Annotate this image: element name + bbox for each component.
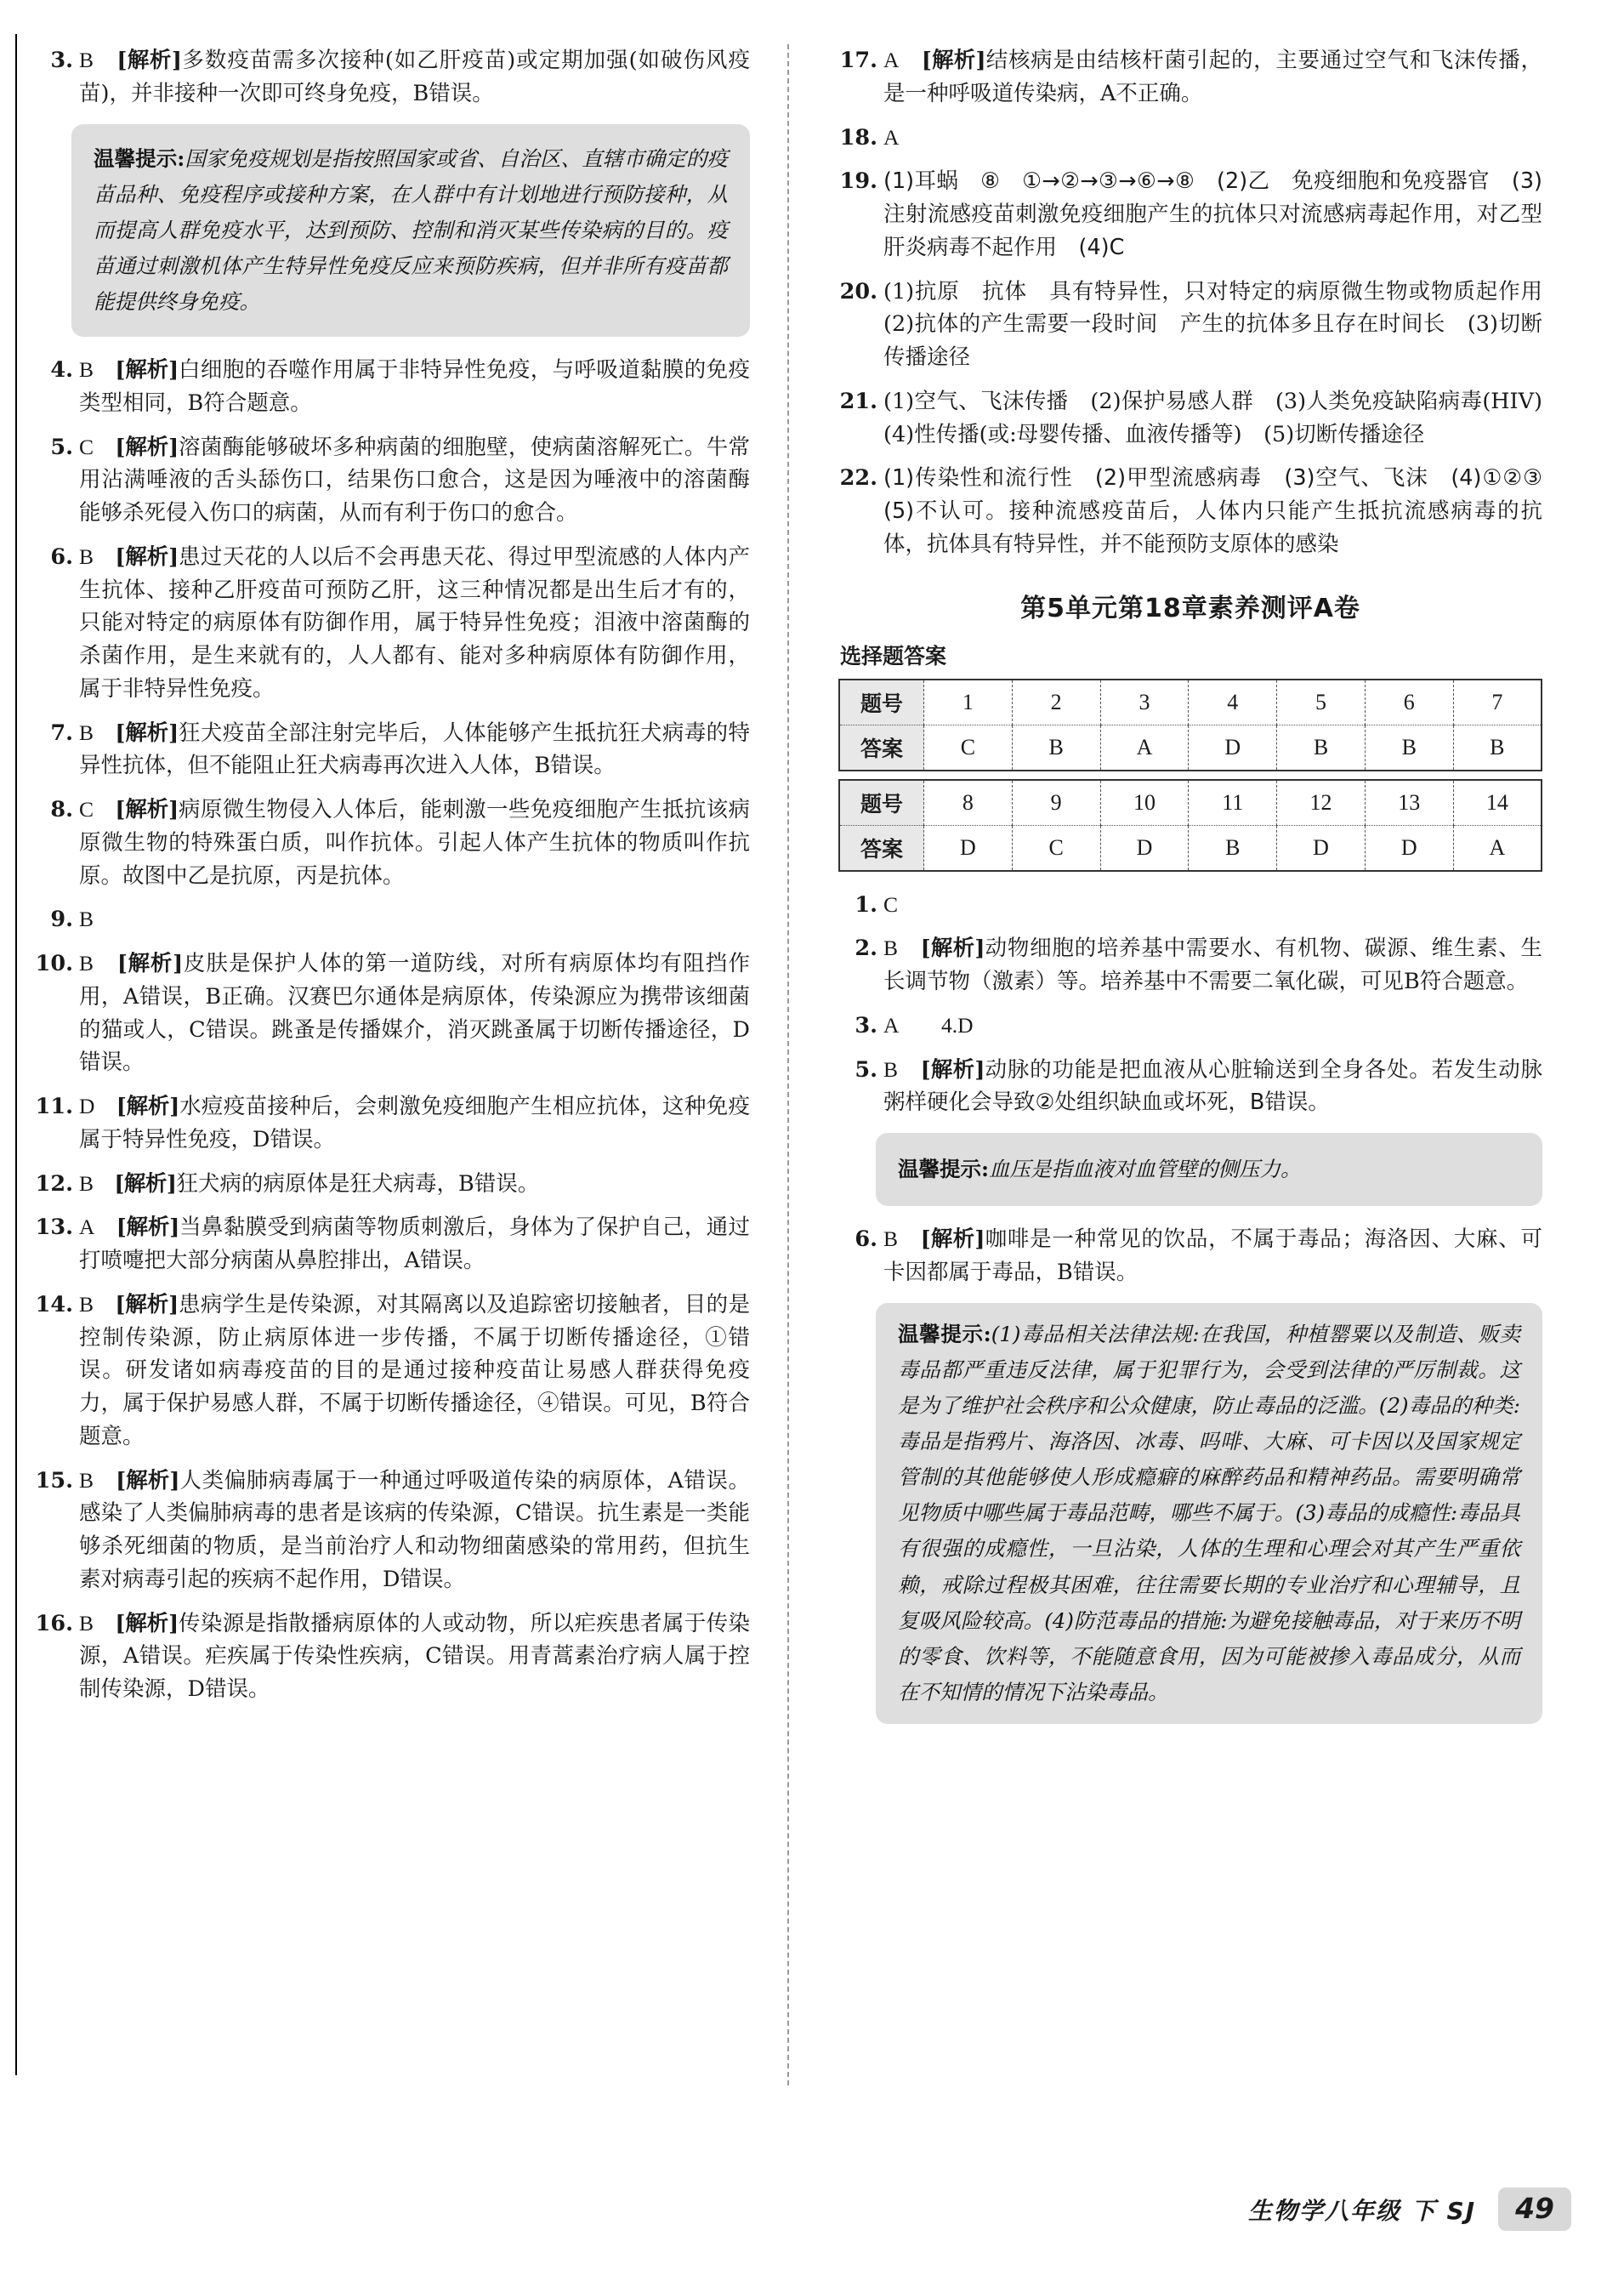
entry-choice: B [79,720,94,745]
entry-text: 咖啡是一种常见的饮品，不属于毒品；海洛因、大麻、可卡因都属于毒品，B错误。 [883,1226,1542,1285]
analysis-tag: [解析] [116,48,182,73]
entry-number: 9. [50,907,73,933]
analysis-tag: [解析] [116,1215,179,1241]
entry-number: 3. [855,1012,877,1038]
entry-body [883,1010,1542,1043]
entry-number: 3. [50,48,73,73]
entry-body [79,947,750,1079]
section-title: 第5单元第18章素养测评A卷 [1020,593,1360,623]
answer-entry [838,932,1542,998]
entry-number: 17. [839,48,877,73]
entry-number: 6. [50,543,73,570]
entry-number: 13. [35,1215,73,1241]
entry-number: 18. [839,124,877,151]
entry-body [79,794,750,892]
entry-choice: B [79,357,94,383]
entry-text: 水痘疫苗接种后，会刺激免疫细胞产生相应抗体，这种免疫属于特异性免疫，D错误。 [79,1094,750,1152]
entry-number: 14. [35,1291,73,1317]
table-cell: 2 [1012,680,1100,725]
entry-choice: B [79,907,94,932]
entry-text: 传染源是指散播病原体的人或动物，所以疟疾患者属于传染源，A错误。疟疾属于传染性疾病，C错误。用青蒿素治疗病人属于控制传染源，D错误。 [79,1610,750,1703]
analysis-tag: [解析] [115,1610,179,1636]
entry-choice: B [79,1291,94,1317]
table-block-gap [839,771,1542,780]
row-header-answer: 答案 [839,725,924,771]
entry-choice: B [79,1170,94,1196]
analysis-tag: [解析] [116,1467,179,1493]
entry-number: 11. [35,1094,73,1120]
table-cell: 13 [1365,780,1453,826]
entry-choice: B [883,936,899,961]
answer-entry [838,889,1542,922]
table-cell: C [1012,825,1100,871]
entry-number: 6. [855,1226,877,1253]
analysis-tag: [解析] [920,1056,985,1083]
table-cell: 14 [1453,780,1542,826]
book-title: 生物学八年级 下 SJ [1247,2196,1477,2225]
entry-choice: B [883,1056,899,1082]
entry-body [883,889,1542,922]
entry-body [883,122,1542,155]
entry-choice: B [79,1467,94,1493]
table-cell: 7 [1453,680,1542,725]
entry-number: 20. [839,278,877,304]
right-column [794,44,1564,2085]
page-footer [0,2188,1624,2231]
entry-body [79,1090,750,1157]
answer-entry [34,1607,750,1706]
entry-text: 病原微生物侵入人体后，能刺激一些免疫细胞产生抵抗该病原微生物的特殊蛋白质，叫作抗体。引起人体产生抗体的物质叫作抗原。故图中乙是抗原，丙是抗体。 [79,797,750,889]
answer-entry [34,354,750,420]
entry-text: 白细胞的吞噬作用属于非特异性免疫，与呼吸道黏膜的免疫类型相同，B符合题意。 [79,357,750,416]
entry-body [79,1289,750,1454]
table-cell: B [1012,725,1100,771]
entry-choice: B [79,543,94,569]
entry-choice: B [79,1610,94,1636]
table-cell: B [1365,725,1453,771]
answer-entry [34,903,750,936]
answer-entry [34,1211,750,1277]
entry-text: (1)耳蜗 ⑧ ①→②→③→⑥→⑧ (2)乙 免疫细胞和免疫器官 (3)注射流感疫苗刺激免疫细胞产生的抗体只对流感病毒起作用，对乙型肝炎病毒不起作用 (4)C [883,168,1542,260]
entry-number: 2. [855,936,877,962]
table-cell: 8 [924,780,1013,826]
entry-choice: C [883,891,899,917]
entry-body [79,1607,750,1706]
entry-body [79,354,750,420]
row-header-answer: 答案 [839,825,924,871]
entry-text: 溶菌酶能够破坏多种病菌的细胞壁，使病菌溶解死亡。牛常用沾满唾液的舌头舔伤口，结果伤口愈合，这是因为唾液中的溶菌酶能够杀死侵入伤口的病菌，从而有利于伤口的愈合。 [79,434,750,526]
entry-body [883,1054,1542,1120]
answer-entry [838,122,1542,155]
entry-choice: A 4.D [883,1012,974,1038]
entry-choice: A [79,1215,95,1240]
entry-choice: D [79,1094,95,1119]
page-number: 49 [1498,2188,1571,2231]
entry-number: 19. [839,168,877,195]
analysis-tag: [解析] [115,797,179,823]
answer-entry [838,462,1564,560]
entry-number: 21. [839,388,877,414]
entry-choice: A [883,48,900,72]
table-row [839,680,1542,725]
answer-entry [34,541,750,706]
entry-number: 5. [50,434,73,460]
table-cell: D [1100,825,1189,871]
entry-text: 多数疫苗需多次接种(如乙肝疫苗)或定期加强(如破伤风疫苗)，并非接种一次即可终身免疫，B错误。 [79,48,750,106]
entry-text: 人类偏肺病毒属于一种通过呼吸道传染的病原体，A错误。感染了人类偏肺病毒的患者是该病的传染源，C错误。抗生素是一类能够杀死细菌的物质，是当前治疗人和动物细菌感染的常用药，但抗生素对病毒引起的疾病不起作用，D错误。 [79,1467,750,1592]
table-cell: 3 [1100,680,1189,725]
row-header-question: 题号 [839,680,924,725]
tip-text: 国家免疫规划是指按照国家或省、自治区、直辖市确定的疫苗品种、免疫程序或接种方案，在人群中有计划地进行预防接种，从而提高人群免疫水平，达到预防、控制和消灭某些传染病的目的。疫苗通过刺激机体产生特异性免疫反应来预防疾病，但并非所有疫苗都能提供终身免疫。 [94,145,729,314]
table-cell: 4 [1189,680,1277,725]
table-cell: A [1100,725,1189,771]
entry-number: 22. [839,465,877,492]
table-cell: B [1453,725,1542,771]
entry-choice: B [883,1226,899,1252]
table-cell: D [1277,825,1366,871]
entry-choice: A [883,124,900,150]
table-row [839,825,1542,871]
entry-text: (1)空气、飞沫传播 (2)保护易感人群 (3)人类免疫缺陷病毒(HIV) (4)性传播(或:母婴传播、血液传播等) (5)切断传播途径 [883,388,1564,447]
entry-number: 15. [35,1467,73,1493]
entry-choice: C [79,797,94,822]
answer-entry [34,1465,750,1596]
entry-body [883,44,1542,111]
tip-box [876,1303,1542,1724]
page-left-rule [15,34,17,2075]
answer-entry [34,44,750,111]
entry-text: 狂犬疫苗全部注射完毕后，人体能够产生抵抗狂犬病毒的特异性抗体，但不能阻止狂犬病毒再次进入人体，B错误。 [79,720,750,779]
table-cell: D [924,825,1013,871]
answer-entry [34,794,750,892]
entry-number: 12. [35,1170,73,1197]
entry-number: 7. [50,720,73,746]
tip-text: 血压是指血液对血管壁的侧压力。 [989,1157,1302,1181]
analysis-tag: [解析] [116,1094,179,1120]
analysis-tag: [解析] [115,1291,179,1317]
table-cell: 12 [1277,780,1366,826]
answer-entry [34,1168,750,1201]
entry-text: 患病学生是传染源，对其隔离以及追踪密切接触者，目的是控制传染源，防止病原体进一步传播，不属于切断传播途径，①错误。研发诸如病毒疫苗的目的是通过接种疫苗让易感人群获得免疫力，属于保护易感人群，不属于切断传播途径，④错误。可见，B符合题意。 [79,1291,750,1449]
analysis-tag: [解析] [115,720,179,746]
answer-entry [838,165,1542,264]
column-divider [787,44,789,2085]
answer-entry [34,431,750,530]
tip-box [71,124,750,338]
table-cell: 11 [1189,780,1277,826]
entry-number: 10. [35,951,73,977]
analysis-tag: [解析] [920,936,985,962]
entry-text: 动物细胞的培养基中需要水、有机物、碳源、维生素、生长调节物（激素）等。培养基中不需要二氧化碳，可见B符合题意。 [883,936,1542,994]
answer-entry [838,276,1564,374]
answer-entry [838,1010,1542,1043]
row-header-question: 题号 [839,780,924,826]
table-cell: 6 [1365,680,1453,725]
entry-number: 1. [855,891,877,918]
answer-entry [838,1223,1542,1289]
analysis-tag: [解析] [921,48,986,73]
entry-text: 结核病是由结核杆菌引起的，主要通过空气和飞沫传播，是一种呼吸道传染病，A不正确。 [883,48,1542,106]
table-gap-cell [839,771,1542,780]
entry-body [883,932,1542,998]
two-column-layout [34,44,1590,2085]
table-cell: D [1365,825,1453,871]
entry-body [79,431,750,530]
entry-number: 16. [35,1610,73,1636]
table-row [839,780,1542,826]
entry-body [79,1168,750,1201]
entry-choice: B [79,48,94,72]
entry-choice: B [79,951,94,976]
analysis-tag: [解析] [114,1170,177,1197]
entry-body [79,903,750,936]
answer-entry [34,947,750,1079]
multiple-choice-answer-table [838,679,1542,872]
entry-number: 8. [50,797,73,823]
answer-entry [34,717,750,783]
entry-text: 患过天花的人以后不会再患天花、得过甲型流感的人体内产生抗体、接种乙肝疫苗可预防乙肝，这三种情况都是出生后才有的，只能对特定的病原体有防御作用，属于特异性免疫；泪液中溶菌酶的杀菌作用，是生来就有的，人人都有、能对多种病原体有防御作用，属于非特异性免疫。 [79,543,750,702]
answer-entry [838,385,1564,452]
analysis-tag: [解析] [115,434,179,460]
entry-number: 4. [50,357,73,384]
answer-entry [838,44,1542,111]
entry-choice: C [79,434,94,459]
entry-body [79,717,750,783]
answer-entry [34,1289,750,1454]
analysis-tag: [解析] [116,951,183,977]
entry-text: 皮肤是保护人体的第一道防线，对所有病原体均有阻挡作用，A错误，B正确。汉赛巴尔通体是病原体，传染源应为携带该细菌的猫或人，C错误。跳蚤是传播媒介，消灭跳蚤属于切断传播途径，D错误。 [79,951,750,1076]
tip-text: (1)毒品相关法律法规:在我国，种植罂粟以及制造、贩卖毒品都严重违反法律，属于犯罪行为，会受到法律的严厉制裁。这是为了维护社会秩序和公众健康，防止毒品的泛滥。(2)毒品的种类:毒品是指鸦片、海洛因、冰毒、吗啡、大麻、可卡因以及国家规定管制的其他能够使人形成瘾癖的麻醉药品和精神药品。需要明确常见物质中哪些属于毒品范畴，哪些不属于。(3)毒品的成瘾性:毒品具有很强的成瘾性，一旦沾染，人体的生理和心理会对其产生严重依赖，戒除过程极其困难，往往需要长期的专业治疗和心理辅导，且复吸风险较高。(4)防范毒品的措施:为避免接触毒品，对于来历不明的零食、饮料等，不能随意食用，因为可能被掺入毒品成分，从而在不知情的情况下沾染毒品。 [898,1321,1520,1704]
table-cell: C [924,725,1013,771]
table-cell: 1 [924,680,1013,725]
tip-label: 温馨提示: [898,1321,991,1346]
entry-body [883,1223,1542,1289]
subsection-title: 选择题答案 [840,643,947,668]
entry-text: 动脉的功能是把血液从心脏输送到全身各处。若发生动脉粥样硬化会导致②处组织缺血或坏死，B错误。 [883,1056,1542,1116]
analysis-tag: [解析] [115,357,179,384]
entry-text: 当鼻黏膜受到病菌等物质刺激后，身体为了保护自己，通过打喷嚏把大部分病菌从鼻腔排出，A错误。 [79,1215,750,1274]
tip-label: 温馨提示: [94,145,185,171]
answer-entry [34,1090,750,1157]
table-cell: D [1189,725,1277,771]
table-row [839,725,1542,771]
entry-body [79,1465,750,1596]
table-cell: B [1277,725,1366,771]
answer-entry [838,1054,1542,1120]
analysis-tag: [解析] [920,1226,985,1253]
table-cell: 5 [1277,680,1366,725]
tip-box [876,1133,1542,1206]
entry-body [79,541,750,706]
entry-number: 5. [855,1056,877,1083]
left-column [34,44,782,2085]
entry-body [79,1211,750,1277]
table-cell: 10 [1100,780,1189,826]
entry-text: 狂犬病的病原体是狂犬病毒，B错误。 [176,1170,540,1197]
table-cell: A [1453,825,1542,871]
table-cell: 9 [1012,780,1100,826]
entry-text: (1)抗原 抗体 具有特异性，只对特定的病原微生物或物质起作用 (2)抗体的产生需要一段时间 产生的抗体多且存在时间长 (3)切断传播途径 [883,278,1564,370]
tip-label: 温馨提示: [898,1157,990,1181]
table-cell: B [1189,825,1277,871]
entry-text: (1)传染性和流行性 (2)甲型流感病毒 (3)空气、飞沫 (4)①②③ (5)不认可。接种流感疫苗后，人体内只能产生抵抗流感病毒的抗体，抗体具有特异性，并不能预防支原体的感染 [883,465,1564,557]
analysis-tag: [解析] [115,543,179,570]
entry-body [79,44,750,111]
